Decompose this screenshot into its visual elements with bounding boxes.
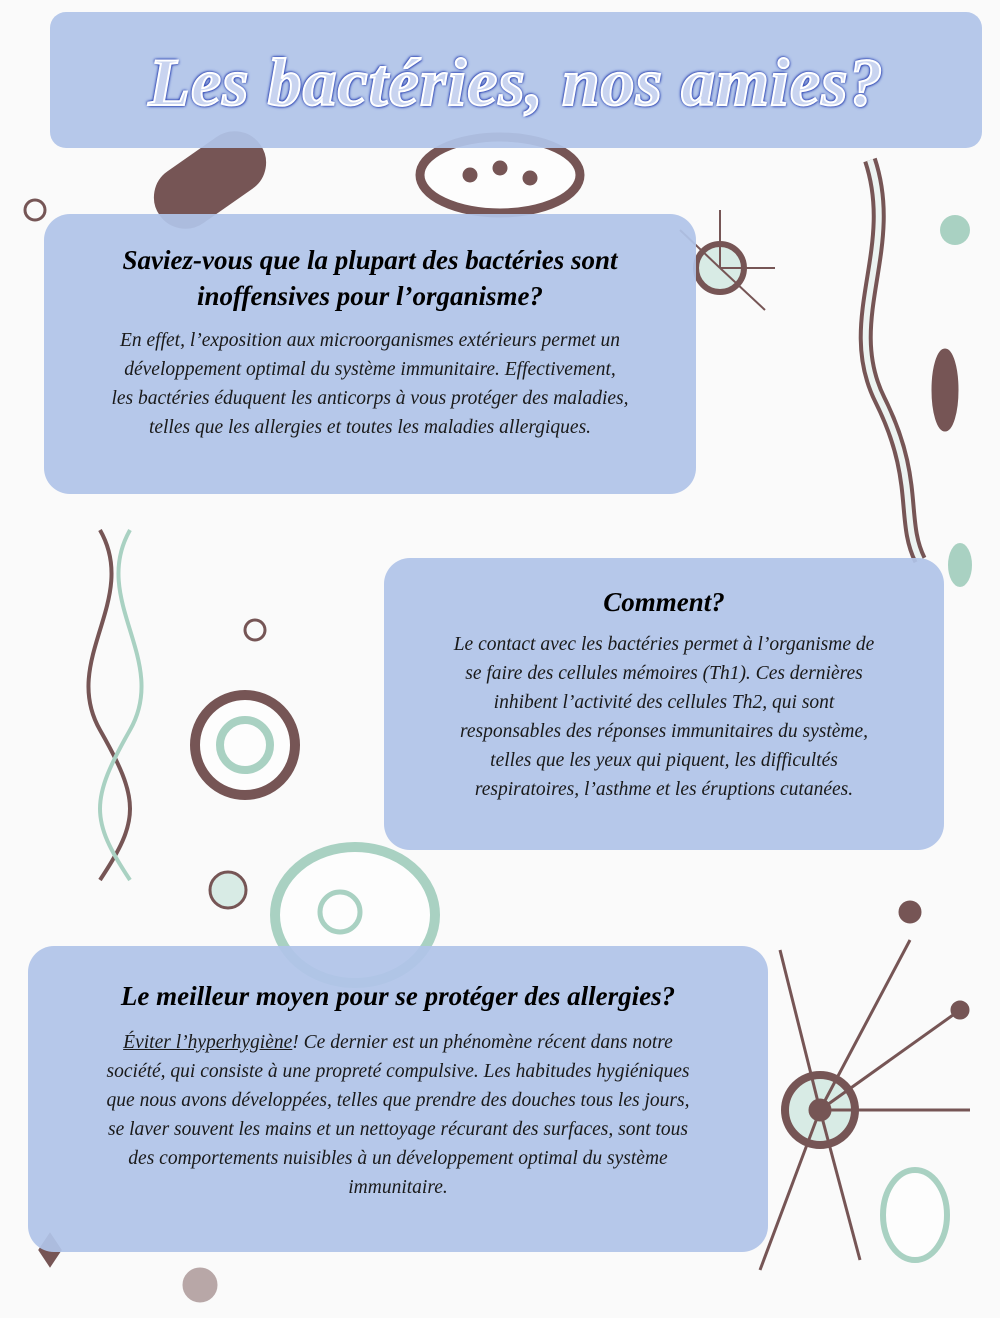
section-body [404, 630, 924, 804]
body-line: Le contact avec les bactéries permet à l’organisme de [453, 634, 875, 655]
body-line: les bactéries éduquent les anticorps à vous protéger des maladies, [111, 388, 629, 409]
section-heading [54, 242, 686, 314]
body-line: développement optimal du système immunitaire. Effectivement, [124, 359, 616, 380]
section-body [42, 1028, 754, 1202]
info-panel-harmless-bacteria [44, 214, 696, 494]
body-line: telles que les allergies et toutes les maladies allergiques. [148, 417, 592, 438]
body-line: responsables des réponses immunitaires du système, [459, 721, 868, 742]
emphasis-text: Éviter l’hyperhygiène [123, 1032, 293, 1053]
section-body [54, 326, 686, 442]
body-line: inhibent l’activité des cellules Th2, qui sont [493, 692, 835, 713]
body-line: En effet, l’exposition aux microorganismes extérieurs permet un [119, 330, 621, 351]
body-line: des comportements nuisibles à un développement optimal du système [128, 1148, 668, 1169]
section-heading: Comment? [603, 587, 725, 617]
heading-line: inoffensives pour l’organisme? [196, 281, 544, 311]
info-panel-how [384, 558, 944, 850]
title-banner [50, 12, 982, 148]
body-line: se faire des cellules mémoires (Th1). Ces dernières [465, 663, 863, 684]
page-title: Les bactéries, nos amies? [148, 44, 884, 120]
info-panel-best-protection [28, 946, 768, 1252]
section-heading: Le meilleur moyen pour se protéger des allergies? [120, 981, 676, 1011]
body-line: se laver souvent les mains et un nettoyage récurant des surfaces, sont tous [107, 1119, 689, 1140]
body-line: respiratoires, l’asthme et les éruptions cutanées. [474, 779, 854, 800]
body-line: que nous avons développées, telles que prendre des douches tous les jours, [106, 1090, 690, 1111]
body-line: immunitaire. [348, 1177, 448, 1198]
heading-line: Saviez-vous que la plupart des bactéries sont [122, 245, 618, 275]
body-line: ! Ce dernier est un phénomène récent dans notre [292, 1032, 673, 1053]
body-line: société, qui consiste à une propreté compulsive. Les habitudes hygiéniques [106, 1061, 690, 1082]
body-line: telles que les yeux qui piquent, les difficultés [490, 750, 838, 771]
